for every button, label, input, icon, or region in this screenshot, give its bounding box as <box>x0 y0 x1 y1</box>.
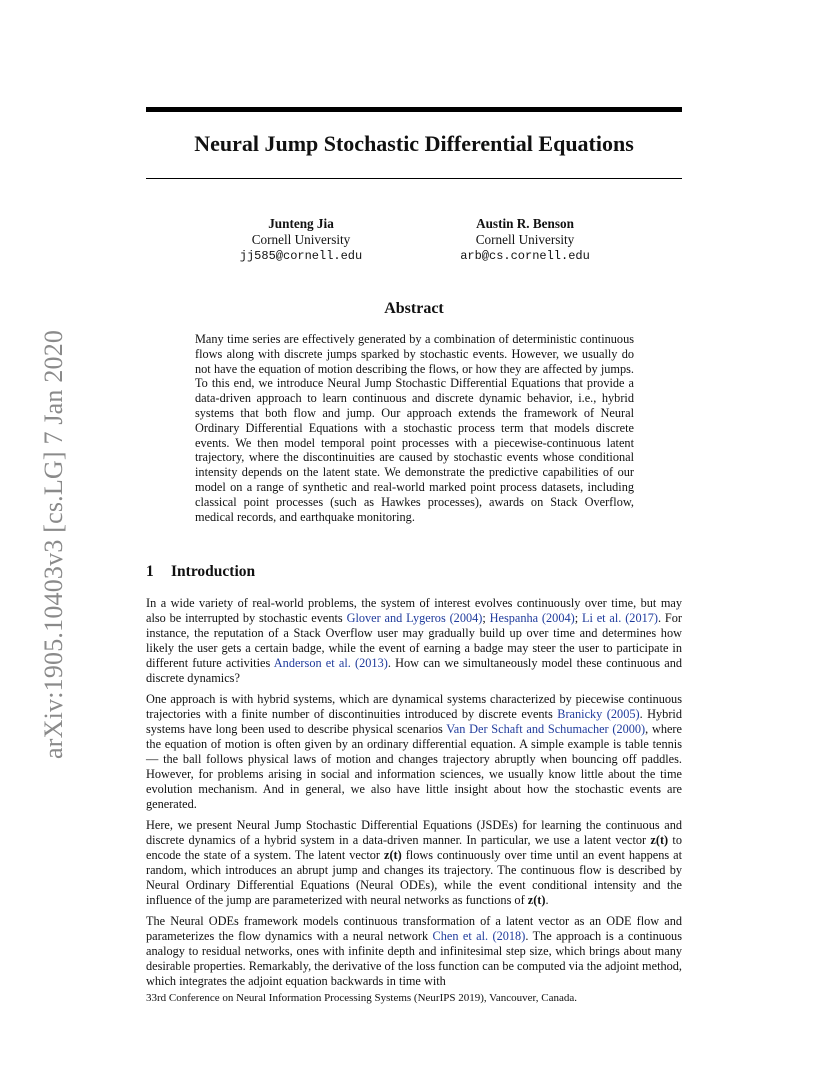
paragraph-text: . The approach is a continuous analogy to residual networks, ones with infinite depth and infinitesimal step size, which brings about many desirable properties. Remarkably, the derivative of the loss function can be computed via the adjoint method, which integrates the adjoint equation backwards in time with <box>146 929 683 988</box>
citation-link[interactable]: Glover and Lygeros (2004) <box>346 611 483 625</box>
paragraph-text: The Neural ODEs framework models continuous transformation of a latent vector as an ODE flow and parameterizes the flow dynamics with a neural network <box>146 914 682 943</box>
introduction-body <box>146 596 682 995</box>
author-block <box>425 216 625 264</box>
conference-footnote: 33rd Conference on Neural Information Processing Systems (NeurIPS 2019), Vancouver, Canada. <box>146 992 578 1004</box>
paragraph-text: , where the equation of motion is often given by an ordinary differential equation. A simple example is table tennis — the ball follows physical laws of motion and changes trajectory abruptly when bouncing off paddles. However, for problems arising in social and information sciences, we usually know little about the time evolution mechanism. And in general, we also have little insight about how the stochastic events are generated. <box>146 722 682 811</box>
citation-link[interactable]: Branicky (2005) <box>557 707 640 721</box>
citation-link[interactable]: Li et al. (2017) <box>581 611 658 625</box>
arxiv-identifier-stamp: arXiv:1905.10403v3 [cs.LG] 7 Jan 2020 <box>39 329 68 759</box>
author-affiliation: Cornell University <box>251 232 351 247</box>
paragraph-text: . How can we simultaneously model these continuous and discrete dynamics? <box>146 656 683 685</box>
section-number: 1 <box>146 563 154 580</box>
author-email: arb@cs.cornell.edu <box>460 249 590 263</box>
title-top-rule <box>146 107 682 112</box>
paragraph-text: One approach is with hybrid systems, which are dynamical systems characterized by piecewise continuous trajectories with a finite number of discontinuities introduced by discrete events <box>146 692 682 721</box>
math-latent-vector: z(t) <box>650 833 669 847</box>
citation-link[interactable]: Anderson et al. (2013) <box>273 656 388 670</box>
paragraph <box>146 596 682 686</box>
paragraph-text: . <box>545 893 549 907</box>
paragraph-text: ; <box>482 611 490 625</box>
paragraph-text: In a wide variety of real-world problems, the system of interest evolves continuously over time, but may also be interrupted by stochastic events <box>146 596 682 625</box>
author-email: jj585@cornell.edu <box>239 249 363 263</box>
paragraph <box>146 914 682 989</box>
math-latent-vector: z(t) <box>383 848 402 862</box>
author-affiliation: Cornell University <box>475 232 575 247</box>
citation-link[interactable]: Hespanha (2004) <box>489 611 575 625</box>
author-name: Austin R. Benson <box>476 216 574 231</box>
paragraph-text: to encode the state of a system. The latent vector <box>146 833 682 862</box>
paragraph <box>146 692 682 812</box>
paragraph <box>146 818 682 908</box>
citation-link[interactable]: Chen et al. (2018) <box>432 929 526 943</box>
title-bottom-rule <box>146 178 682 179</box>
author-name: Junteng Jia <box>268 216 334 231</box>
paragraph-text: flows continuously over time until an event happens at random, which introduces an abrupt jump and changes its trajectory. The continuous flow is described by Neural Ordinary Differential Equations (Neural ODEs), while the event conditional intensity and the influence of the jump are parameterized with neural networks as functions of <box>146 848 682 907</box>
math-latent-vector: z(t) <box>527 893 546 907</box>
paragraph-text: Here, we present Neural Jump Stochastic Differential Equations (JSDEs) for learning the continuous and discrete dynamics of a hybrid system in a data-driven manner. In particular, we use a latent vector <box>146 818 682 847</box>
section-title: Introduction <box>171 563 256 580</box>
paragraph-text: . For instance, the reputation of a Stack Overflow user may gradually build up over time and determines how likely the user gets a certain badge, while the event of earning a badge may steer the user to participate in different future activities <box>146 611 682 670</box>
paper-title: Neural Jump Stochastic Differential Equations <box>194 131 634 156</box>
paragraph-text: . Hybrid systems have long been used to describe physical scenarios <box>146 707 682 736</box>
abstract-heading: Abstract <box>384 300 444 317</box>
paragraph-text: ; <box>574 611 582 625</box>
author-block <box>201 216 401 264</box>
abstract-text: Many time series are effectively generated by a combination of deterministic continuous flows along with discrete jumps sparked by stochastic events. However, we usually do not have the equation of motion describing the flows, or how they are affected by jumps. To this end, we introduce Neural Jump Stochastic Differential Equations that provide a data-driven approach to learn continuous and discrete dynamic behavior, i.e., hybrid systems that both flow and jump. Our approach extends the framework of Neural Ordinary Differential Equations with a stochastic process term that models discrete events. We then model temporal point processes with a piecewise-continuous latent trajectory, where the discontinuities are caused by stochastic events whose conditional intensity depends on the latent state. We demonstrate the predictive capabilities of our model on a range of synthetic and real-world marked point process datasets, including classical point processes (such as Hawkes processes), awards on Stack Overflow, medical records, and earthquake monitoring. <box>195 332 634 524</box>
section-heading-introduction <box>146 561 255 583</box>
citation-link[interactable]: Van Der Schaft and Schumacher (2000) <box>446 722 646 736</box>
